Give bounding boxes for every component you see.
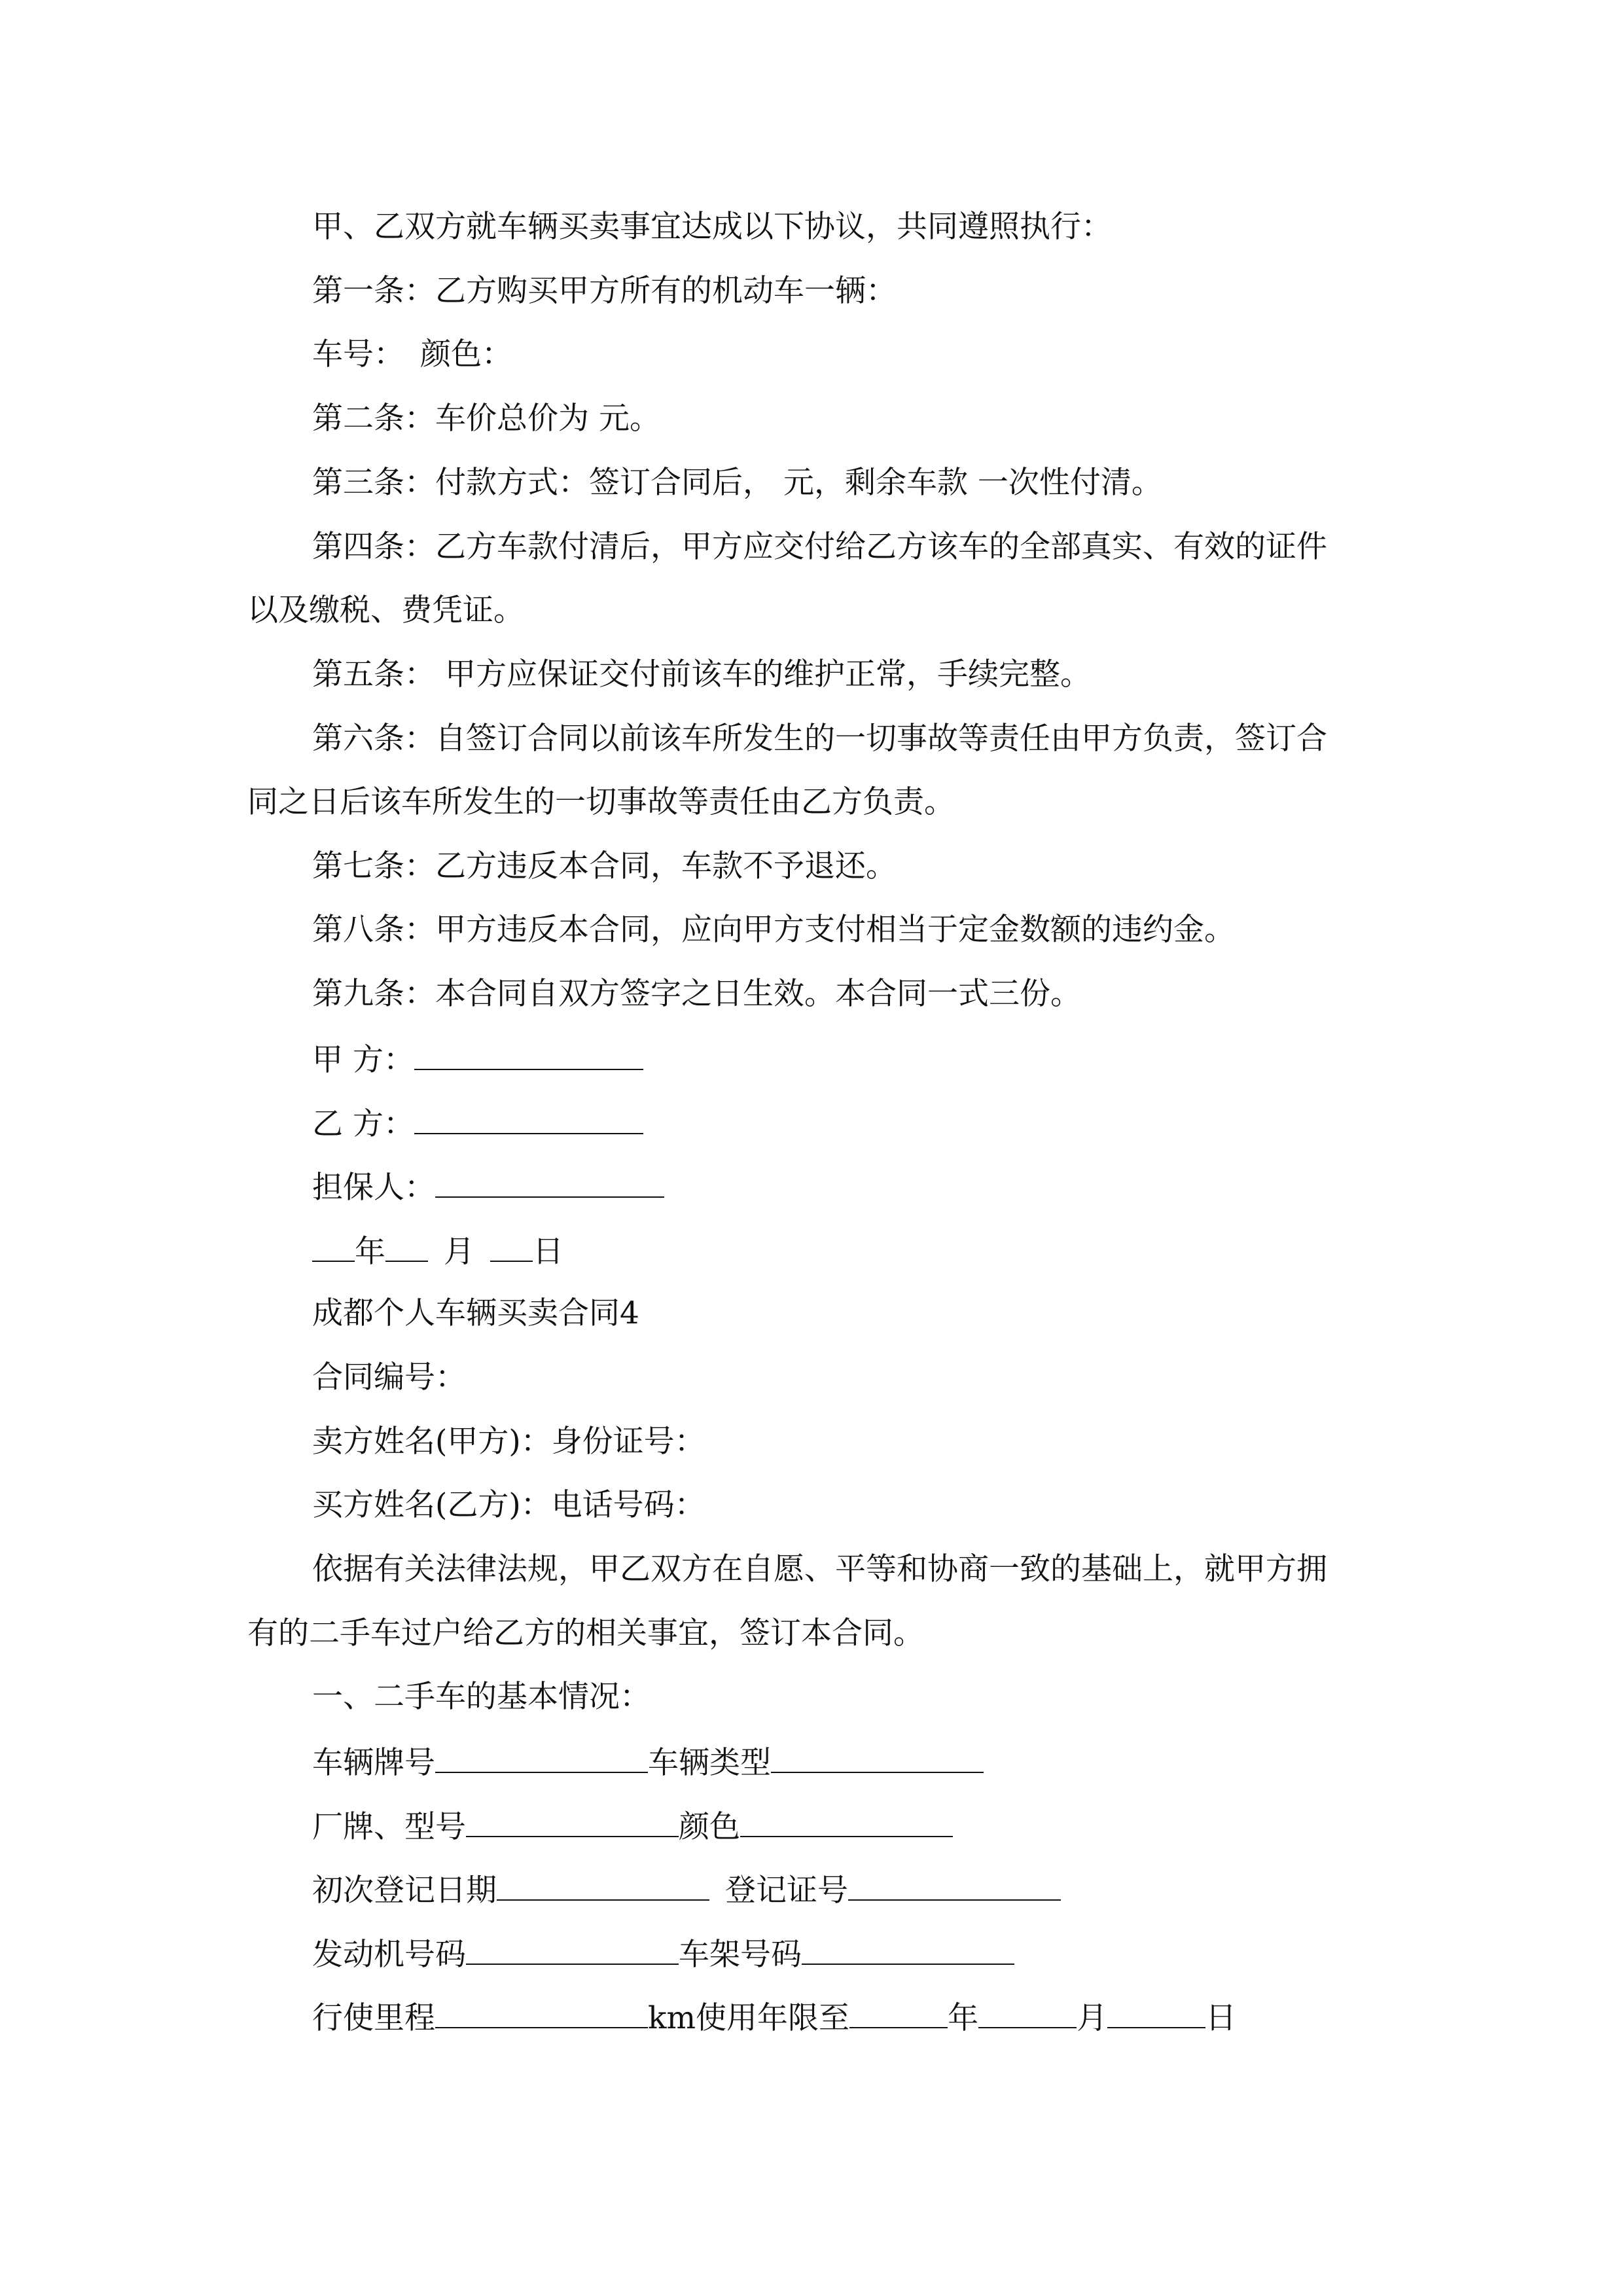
- guarantor-signature-blank[interactable]: [435, 1166, 664, 1198]
- vehicle-type-label: 车辆类型: [648, 1745, 771, 1781]
- life-year-blank[interactable]: [849, 1997, 948, 2028]
- date-day-blank[interactable]: [490, 1230, 533, 1262]
- date-day-label: 日: [533, 1234, 563, 1270]
- agreement-intro: 甲、乙双方就车辆买卖事宜达成以下协议，共同遵照执行：: [312, 209, 1112, 245]
- engine-no-label: 发动机号码: [312, 1937, 466, 1973]
- clause-6-line-2: 同之日后该车所发生的一切事故等责任由乙方负责。: [247, 784, 955, 820]
- mileage-blank[interactable]: [435, 1997, 648, 2028]
- basis-line-1: 依据有关法律法规，甲乙双方在自愿、平等和协商一致的基础上，就甲方拥: [312, 1551, 1327, 1587]
- party-a-label: 甲 方：: [312, 1042, 414, 1078]
- date-year-label: 年: [355, 1234, 385, 1270]
- mileage-label: 行使里程: [312, 2000, 435, 2036]
- clause-7: 第七条：乙方违反本合同，车款不予退还。: [312, 848, 897, 884]
- contract-4-title: 成都个人车辆买卖合同4: [312, 1295, 639, 1331]
- contract-number-label: 合同编号：: [312, 1359, 466, 1395]
- guarantor-label: 担保人：: [312, 1170, 435, 1206]
- clause-5: 第五条： 甲方应保证交付前该车的维护正常，手续完整。: [312, 656, 1091, 692]
- clause-8: 第八条：甲方违反本合同，应向甲方支付相当于定金数额的违约金。: [312, 912, 1235, 948]
- basis-line-2: 有的二手车过户给乙方的相关事宜，签订本合同。: [247, 1615, 924, 1651]
- guarantor-signature-line: [312, 1166, 664, 1206]
- clause-3: 第三条：付款方式：签订合同后， 元，剩余车款 一次性付清。: [312, 465, 1162, 501]
- engine-no-blank[interactable]: [466, 1933, 679, 1965]
- first-reg-date-label: 初次登记日期: [312, 1873, 497, 1909]
- mileage-life-line: [312, 1997, 1236, 2036]
- date-month-label: 月: [444, 1234, 474, 1270]
- reg-cert-no-label: 登记证号: [725, 1873, 848, 1909]
- date-month-blank[interactable]: [385, 1230, 428, 1262]
- seller-info: 卖方姓名(甲方)：身份证号：: [312, 1424, 705, 1460]
- plate-type-line: [312, 1742, 984, 1781]
- party-a-signature-line: [312, 1039, 643, 1078]
- party-b-signature-blank[interactable]: [414, 1103, 643, 1134]
- color-label: 颜色：: [420, 336, 512, 372]
- plate-color-line: [312, 335, 512, 374]
- plate-no-blank[interactable]: [435, 1742, 648, 1773]
- reg-cert-no-blank[interactable]: [848, 1869, 1061, 1901]
- engine-frame-line: [312, 1933, 1014, 1973]
- plate-label: 车号：: [312, 336, 404, 372]
- brand-color-line: [312, 1806, 953, 1845]
- party-b-label: 乙 方：: [312, 1106, 414, 1142]
- life-day-label: 日: [1205, 2000, 1237, 2036]
- color-blank[interactable]: [740, 1806, 953, 1837]
- clause-2: 第二条：车价总价为 元。: [312, 401, 660, 437]
- clause-4-line-2: 以及缴税、费凭证。: [247, 592, 524, 628]
- life-month-label: 月: [1077, 2000, 1108, 2036]
- frame-no-label: 车架号码: [679, 1937, 802, 1973]
- clause-4-line-1: 第四条：乙方车款付清后，甲方应交付给乙方该车的全部真实、有效的证件: [312, 529, 1327, 565]
- party-b-signature-line: [312, 1103, 643, 1142]
- life-year-label: 年: [948, 2000, 979, 2036]
- life-day-blank[interactable]: [1107, 1997, 1205, 2028]
- registration-line: [312, 1869, 1061, 1909]
- color-field-label: 颜色: [679, 1809, 740, 1845]
- buyer-info: 买方姓名(乙方)：电话号码：: [312, 1487, 705, 1523]
- brand-model-label: 厂牌、型号: [312, 1809, 466, 1845]
- vehicle-type-blank[interactable]: [771, 1742, 984, 1773]
- brand-model-blank[interactable]: [466, 1806, 679, 1837]
- clause-6-line-1: 第六条：自签订合同以前该车所发生的一切事故等责任由甲方负责，签订合: [312, 721, 1327, 757]
- plate-no-label: 车辆牌号: [312, 1745, 435, 1781]
- km-life-label: km使用年限至: [648, 2000, 850, 2036]
- section-1-heading: 一、二手车的基本情况：: [312, 1679, 651, 1715]
- date-year-blank[interactable]: [312, 1230, 355, 1262]
- clause-1: 第一条：乙方购买甲方所有的机动车一辆：: [312, 273, 897, 309]
- life-month-blank[interactable]: [978, 1997, 1077, 2028]
- clause-9: 第九条：本合同自双方签字之日生效。本合同一式三份。: [312, 976, 1081, 1012]
- date-line: [312, 1230, 563, 1270]
- party-a-signature-blank[interactable]: [414, 1039, 643, 1070]
- frame-no-blank[interactable]: [802, 1933, 1014, 1965]
- first-reg-date-blank[interactable]: [497, 1869, 709, 1901]
